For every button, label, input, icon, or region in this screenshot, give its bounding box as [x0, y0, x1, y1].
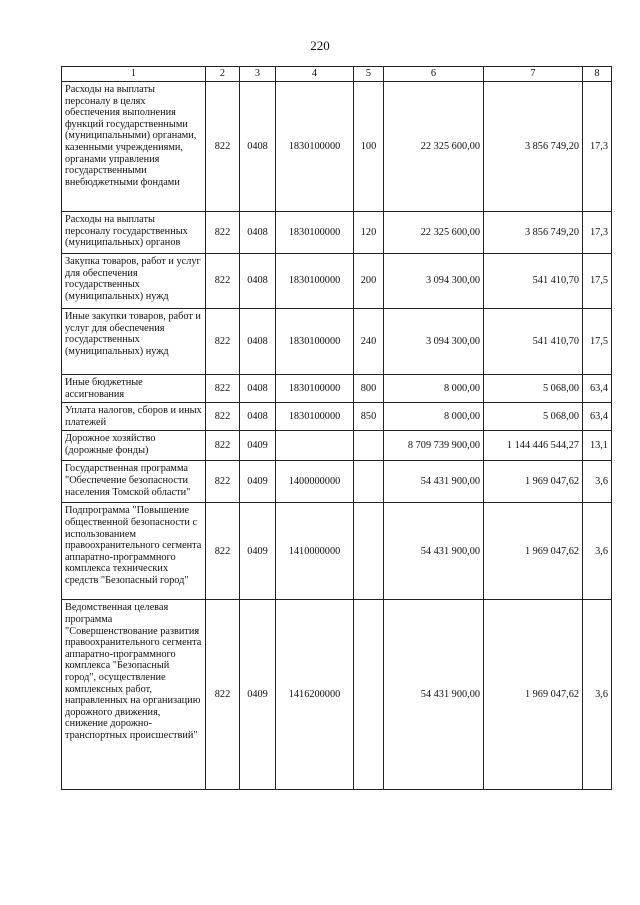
cell-plan: 22 325 600,00	[384, 82, 484, 212]
cell-percent: 13,1	[583, 431, 612, 461]
cell-section: 0409	[240, 600, 276, 790]
cell-percent: 17,3	[583, 212, 612, 254]
cell-plan: 54 431 900,00	[384, 503, 484, 600]
cell-actual: 1 969 047,62	[484, 461, 583, 503]
cell-actual: 1 969 047,62	[484, 600, 583, 790]
cell-actual: 5 068,00	[484, 375, 583, 403]
cell-code: 822	[206, 309, 240, 375]
column-header: 4	[276, 67, 354, 82]
row-name: Уплата налогов, сборов и иных платежей	[62, 403, 206, 431]
cell-actual: 1 969 047,62	[484, 503, 583, 600]
page-number: 220	[310, 38, 330, 53]
row-name: Иные бюджетные ассигнования	[62, 375, 206, 403]
cell-expense-type	[354, 431, 384, 461]
cell-section: 0408	[240, 375, 276, 403]
cell-code: 822	[206, 431, 240, 461]
cell-expense-type: 850	[354, 403, 384, 431]
cell-code: 822	[206, 403, 240, 431]
row-name: Ведомственная целевая программа "Совершенствование развития правоохранительного сегмента аппаратно-программного комплекса "Безопасный город", осуществление комплексных работ, направленных на организацию дорожного движения, снижение дорожно-транспортных происшествий"	[62, 600, 206, 790]
cell-expense-type: 800	[354, 375, 384, 403]
cell-section: 0409	[240, 461, 276, 503]
cell-target-article: 1830100000	[276, 403, 354, 431]
cell-percent: 3,6	[583, 461, 612, 503]
cell-percent: 17,5	[583, 309, 612, 375]
budget-table	[61, 66, 612, 790]
cell-section: 0408	[240, 309, 276, 375]
cell-plan: 22 325 600,00	[384, 212, 484, 254]
table-row	[62, 503, 612, 600]
cell-target-article: 1830100000	[276, 375, 354, 403]
cell-target-article: 1400000000	[276, 461, 354, 503]
column-header: 3	[240, 67, 276, 82]
table-row	[62, 403, 612, 431]
cell-target-article: 1416200000	[276, 600, 354, 790]
row-name: Государственная программа "Обеспечение безопасности населения Томской области"	[62, 461, 206, 503]
cell-section: 0408	[240, 212, 276, 254]
cell-plan: 8 000,00	[384, 375, 484, 403]
column-header: 1	[62, 67, 206, 82]
table-header-row	[62, 67, 612, 82]
row-name: Расходы на выплаты персоналу государственных (муниципальных) органов	[62, 212, 206, 254]
column-header: 2	[206, 67, 240, 82]
cell-code: 822	[206, 461, 240, 503]
table-row	[62, 461, 612, 503]
table-row	[62, 254, 612, 309]
row-name: Иные закупки товаров, работ и услуг для обеспечения государственных (муниципальных) нужд	[62, 309, 206, 375]
cell-plan: 8 709 739 900,00	[384, 431, 484, 461]
cell-target-article: 1830100000	[276, 309, 354, 375]
cell-target-article: 1410000000	[276, 503, 354, 600]
table-row	[62, 600, 612, 790]
cell-expense-type: 240	[354, 309, 384, 375]
cell-code: 822	[206, 254, 240, 309]
cell-actual: 3 856 749,20	[484, 82, 583, 212]
table-row	[62, 375, 612, 403]
table-row	[62, 431, 612, 461]
cell-expense-type: 100	[354, 82, 384, 212]
cell-expense-type: 200	[354, 254, 384, 309]
cell-expense-type	[354, 600, 384, 790]
cell-code: 822	[206, 503, 240, 600]
cell-actual: 3 856 749,20	[484, 212, 583, 254]
cell-target-article: 1830100000	[276, 82, 354, 212]
cell-percent: 17,3	[583, 82, 612, 212]
cell-section: 0408	[240, 403, 276, 431]
row-name: Закупка товаров, работ и услуг для обеспечения государственных (муниципальных) нужд	[62, 254, 206, 309]
column-header: 8	[583, 67, 612, 82]
cell-percent: 63,4	[583, 375, 612, 403]
cell-expense-type	[354, 503, 384, 600]
cell-plan: 8 000,00	[384, 403, 484, 431]
row-name: Подпрограмма "Повышение общественной безопасности с использованием правоохранительного сегмента аппаратно-программного комплекса технических средств "Безопасный город"	[62, 503, 206, 600]
cell-actual: 1 144 446 544,27	[484, 431, 583, 461]
cell-percent: 63,4	[583, 403, 612, 431]
cell-percent: 3,6	[583, 503, 612, 600]
cell-actual: 541 410,70	[484, 309, 583, 375]
cell-target-article	[276, 431, 354, 461]
cell-section: 0409	[240, 431, 276, 461]
cell-target-article: 1830100000	[276, 254, 354, 309]
cell-plan: 54 431 900,00	[384, 461, 484, 503]
cell-code: 822	[206, 212, 240, 254]
cell-percent: 3,6	[583, 600, 612, 790]
cell-expense-type	[354, 461, 384, 503]
row-name: Дорожное хозяйство (дорожные фонды)	[62, 431, 206, 461]
cell-plan: 54 431 900,00	[384, 600, 484, 790]
table-row	[62, 309, 612, 375]
cell-actual: 541 410,70	[484, 254, 583, 309]
column-header: 5	[354, 67, 384, 82]
cell-plan: 3 094 300,00	[384, 309, 484, 375]
cell-expense-type: 120	[354, 212, 384, 254]
cell-code: 822	[206, 375, 240, 403]
table-row	[62, 212, 612, 254]
table-row	[62, 82, 612, 212]
cell-percent: 17,5	[583, 254, 612, 309]
cell-section: 0408	[240, 254, 276, 309]
cell-section: 0409	[240, 503, 276, 600]
cell-code: 822	[206, 82, 240, 212]
cell-code: 822	[206, 600, 240, 790]
cell-target-article: 1830100000	[276, 212, 354, 254]
cell-actual: 5 068,00	[484, 403, 583, 431]
column-header: 7	[484, 67, 583, 82]
cell-plan: 3 094 300,00	[384, 254, 484, 309]
cell-section: 0408	[240, 82, 276, 212]
row-name: Расходы на выплаты персоналу в целях обеспечения выполнения функций государственными (муниципальными) органами, казенными учреждениями, органами управления государственными внебюджетными фондами	[62, 82, 206, 212]
column-header: 6	[384, 67, 484, 82]
